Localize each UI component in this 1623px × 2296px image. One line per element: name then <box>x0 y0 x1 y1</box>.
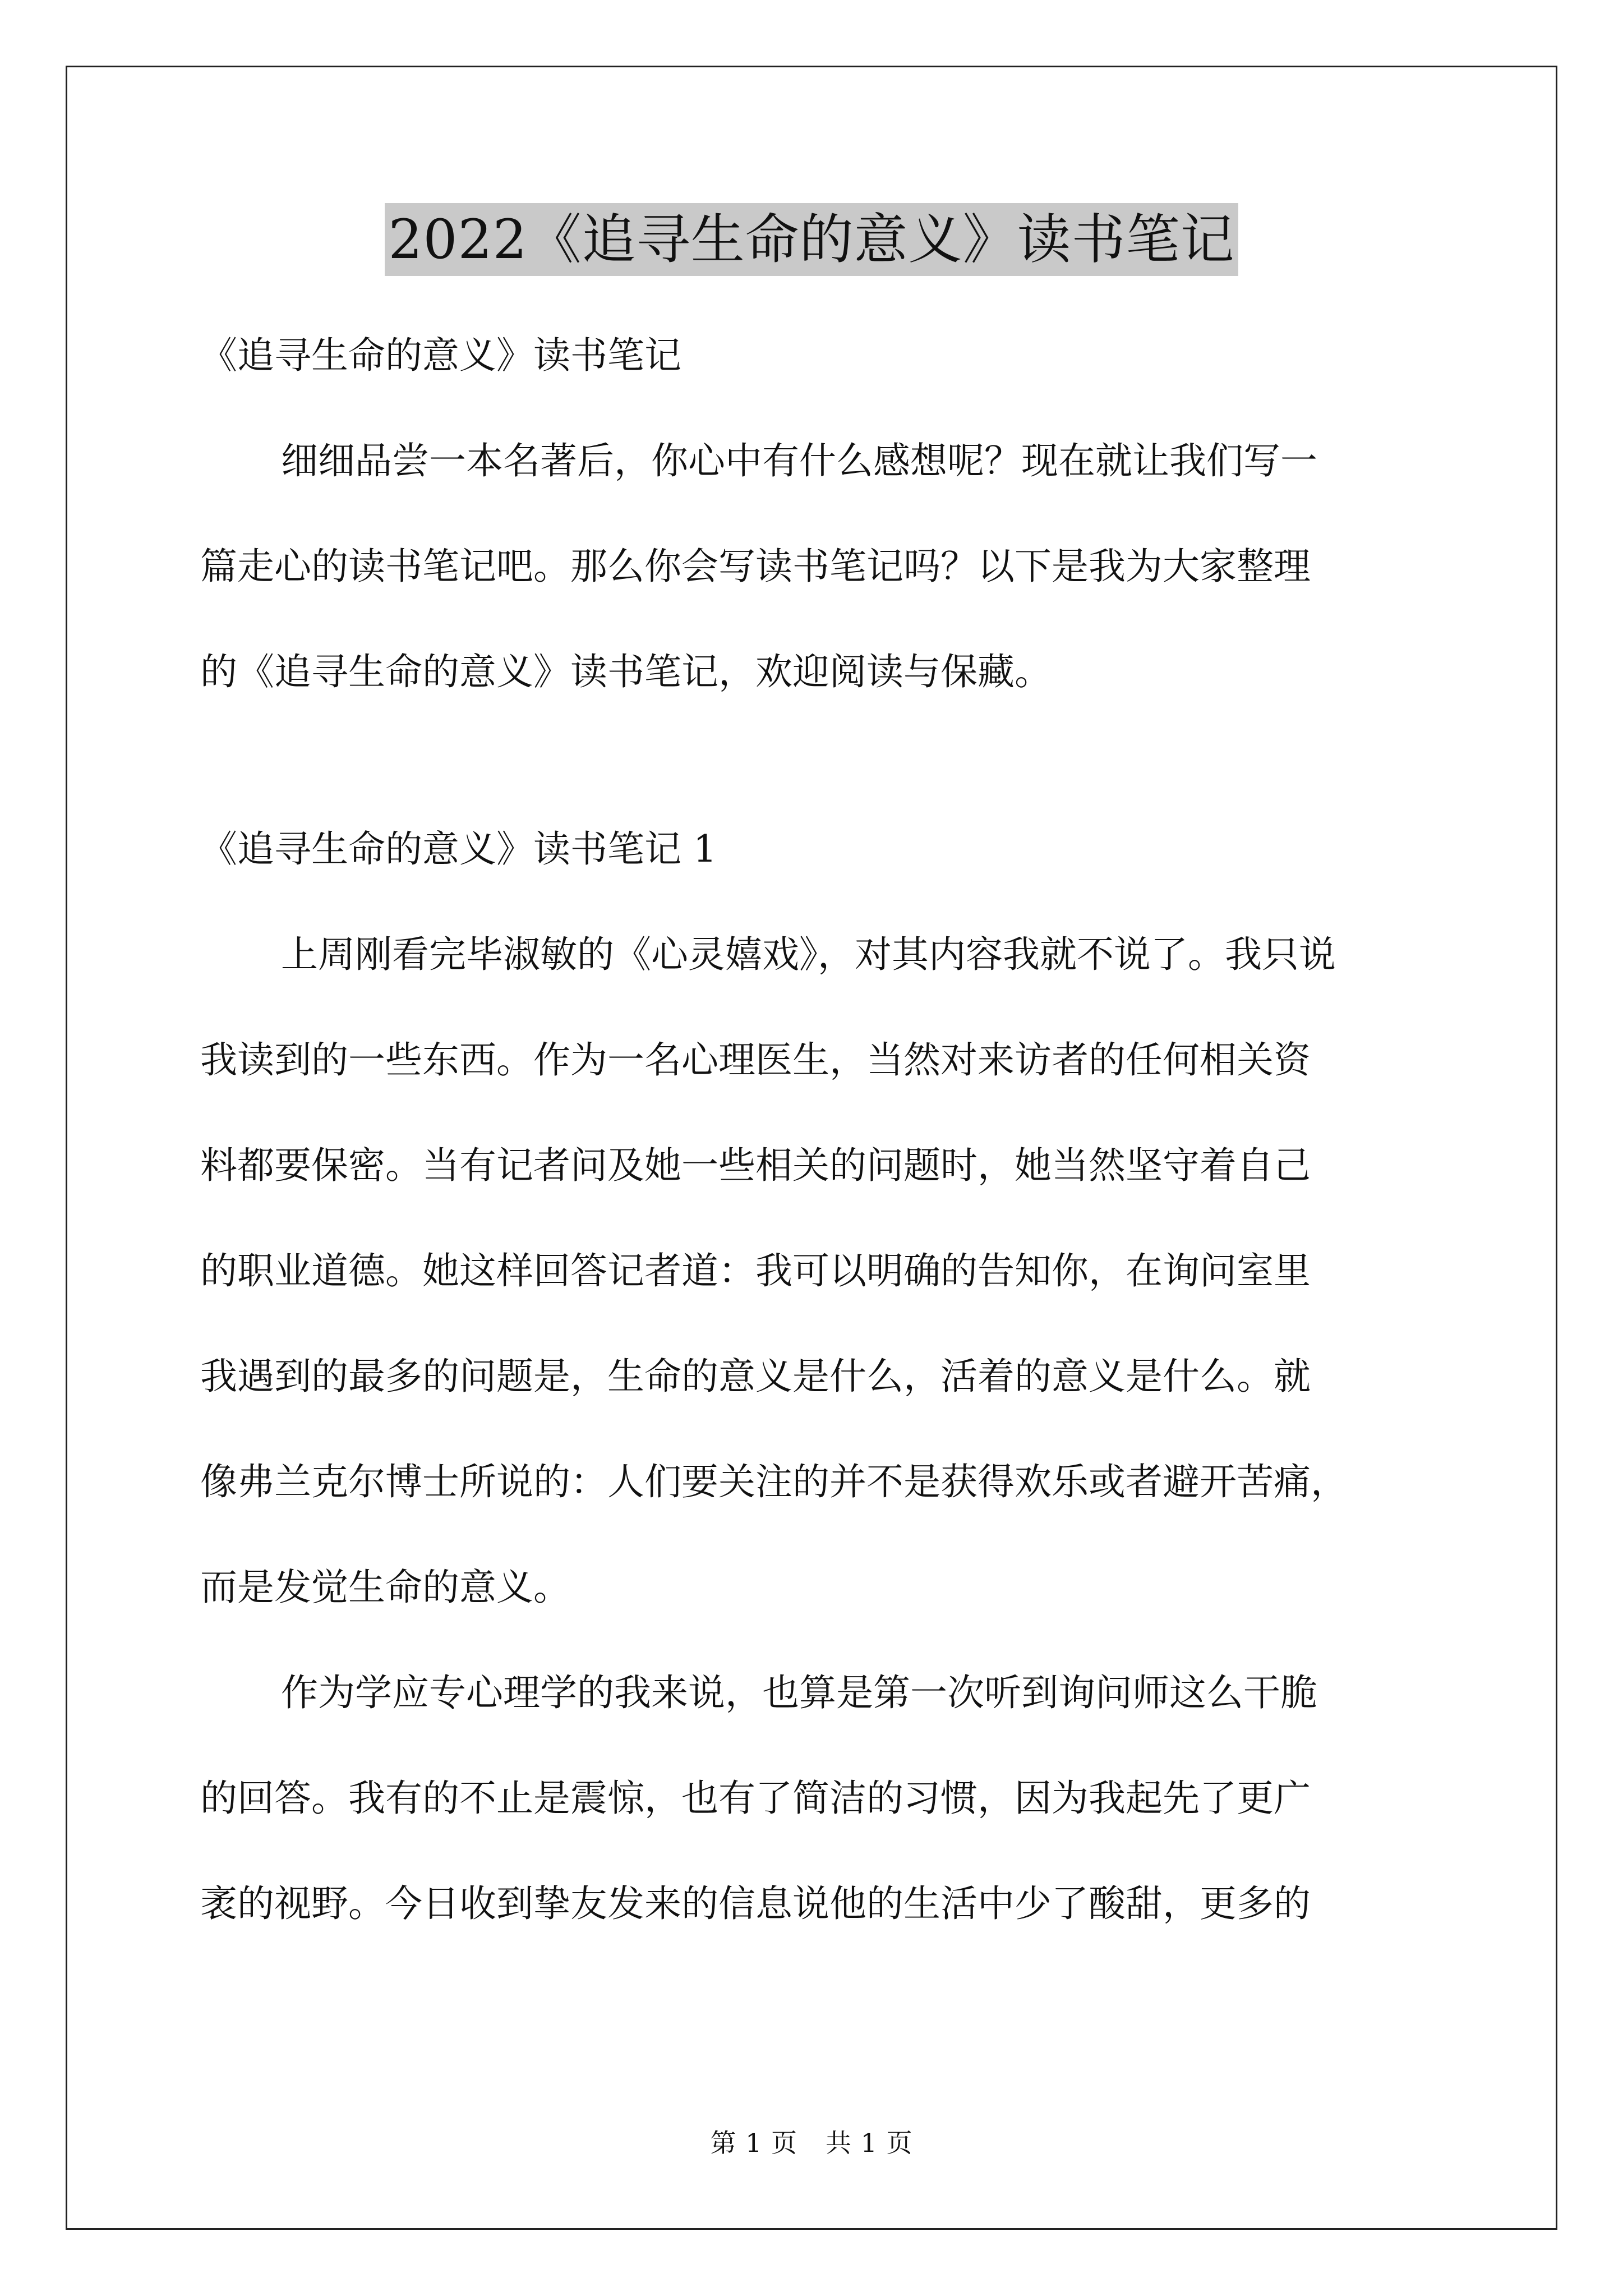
title-container <box>0 203 1623 276</box>
document-body <box>200 303 1434 1957</box>
paragraph-line: 的职业道德。她这样回答记者道：我可以明确的告知你，在询问室里 <box>200 1249 1311 1292</box>
paragraph-line: 袤的视野。今日收到挚友发来的信息说他的生活中少了酸甜，更多的 <box>200 1882 1311 1925</box>
paragraph-line: 上周刚看完毕淑敏的《心灵嬉戏》，对其内容我就不说了。我只说 <box>281 933 1336 976</box>
section-heading: 《追寻生命的意义》读书笔记 1 <box>200 827 717 871</box>
paragraph-line: 作为学应专心理学的我来说，也算是第一次听到询问师这么干脆 <box>281 1671 1317 1714</box>
paragraph-spacer <box>200 725 1434 797</box>
paragraph-line: 我读到的一些东西。作为一名心理医生，当然对来访者的任何相关资 <box>200 1038 1311 1082</box>
document-heading: 《追寻生命的意义》读书笔记 <box>200 334 681 377</box>
intro-line: 细细品尝一本名著后，你心中有什么感想呢？现在就让我们写一 <box>281 439 1317 482</box>
paragraph-line: 的回答。我有的不止是震惊，也有了简洁的习惯，因为我起先了更广 <box>200 1777 1311 1820</box>
page-number: 第 1 页 <box>710 2128 797 2158</box>
page-footer <box>0 2120 1623 2165</box>
paragraph-line: 而是发觉生命的意义。 <box>200 1566 570 1609</box>
page-total: 共 1 页 <box>826 2128 913 2158</box>
intro-line: 篇走心的读书笔记吧。那么你会写读书笔记吗？以下是我为大家整理 <box>200 545 1311 588</box>
paragraph-line: 我遇到的最多的问题是，生命的意义是什么，活着的意义是什么。就 <box>200 1355 1311 1398</box>
intro-line: 的《追寻生命的意义》读书笔记，欢迎阅读与保藏。 <box>200 650 1052 693</box>
paragraph-line: 料都要保密。当有记者问及她一些相关的问题时，她当然坚守着自己 <box>200 1144 1311 1187</box>
paragraph-line: 像弗兰克尔博士所说的：人们要关注的并不是获得欢乐或者避开苦痛， <box>200 1460 1348 1503</box>
document-title: 2022《追寻生命的意义》读书笔记 <box>385 203 1238 276</box>
